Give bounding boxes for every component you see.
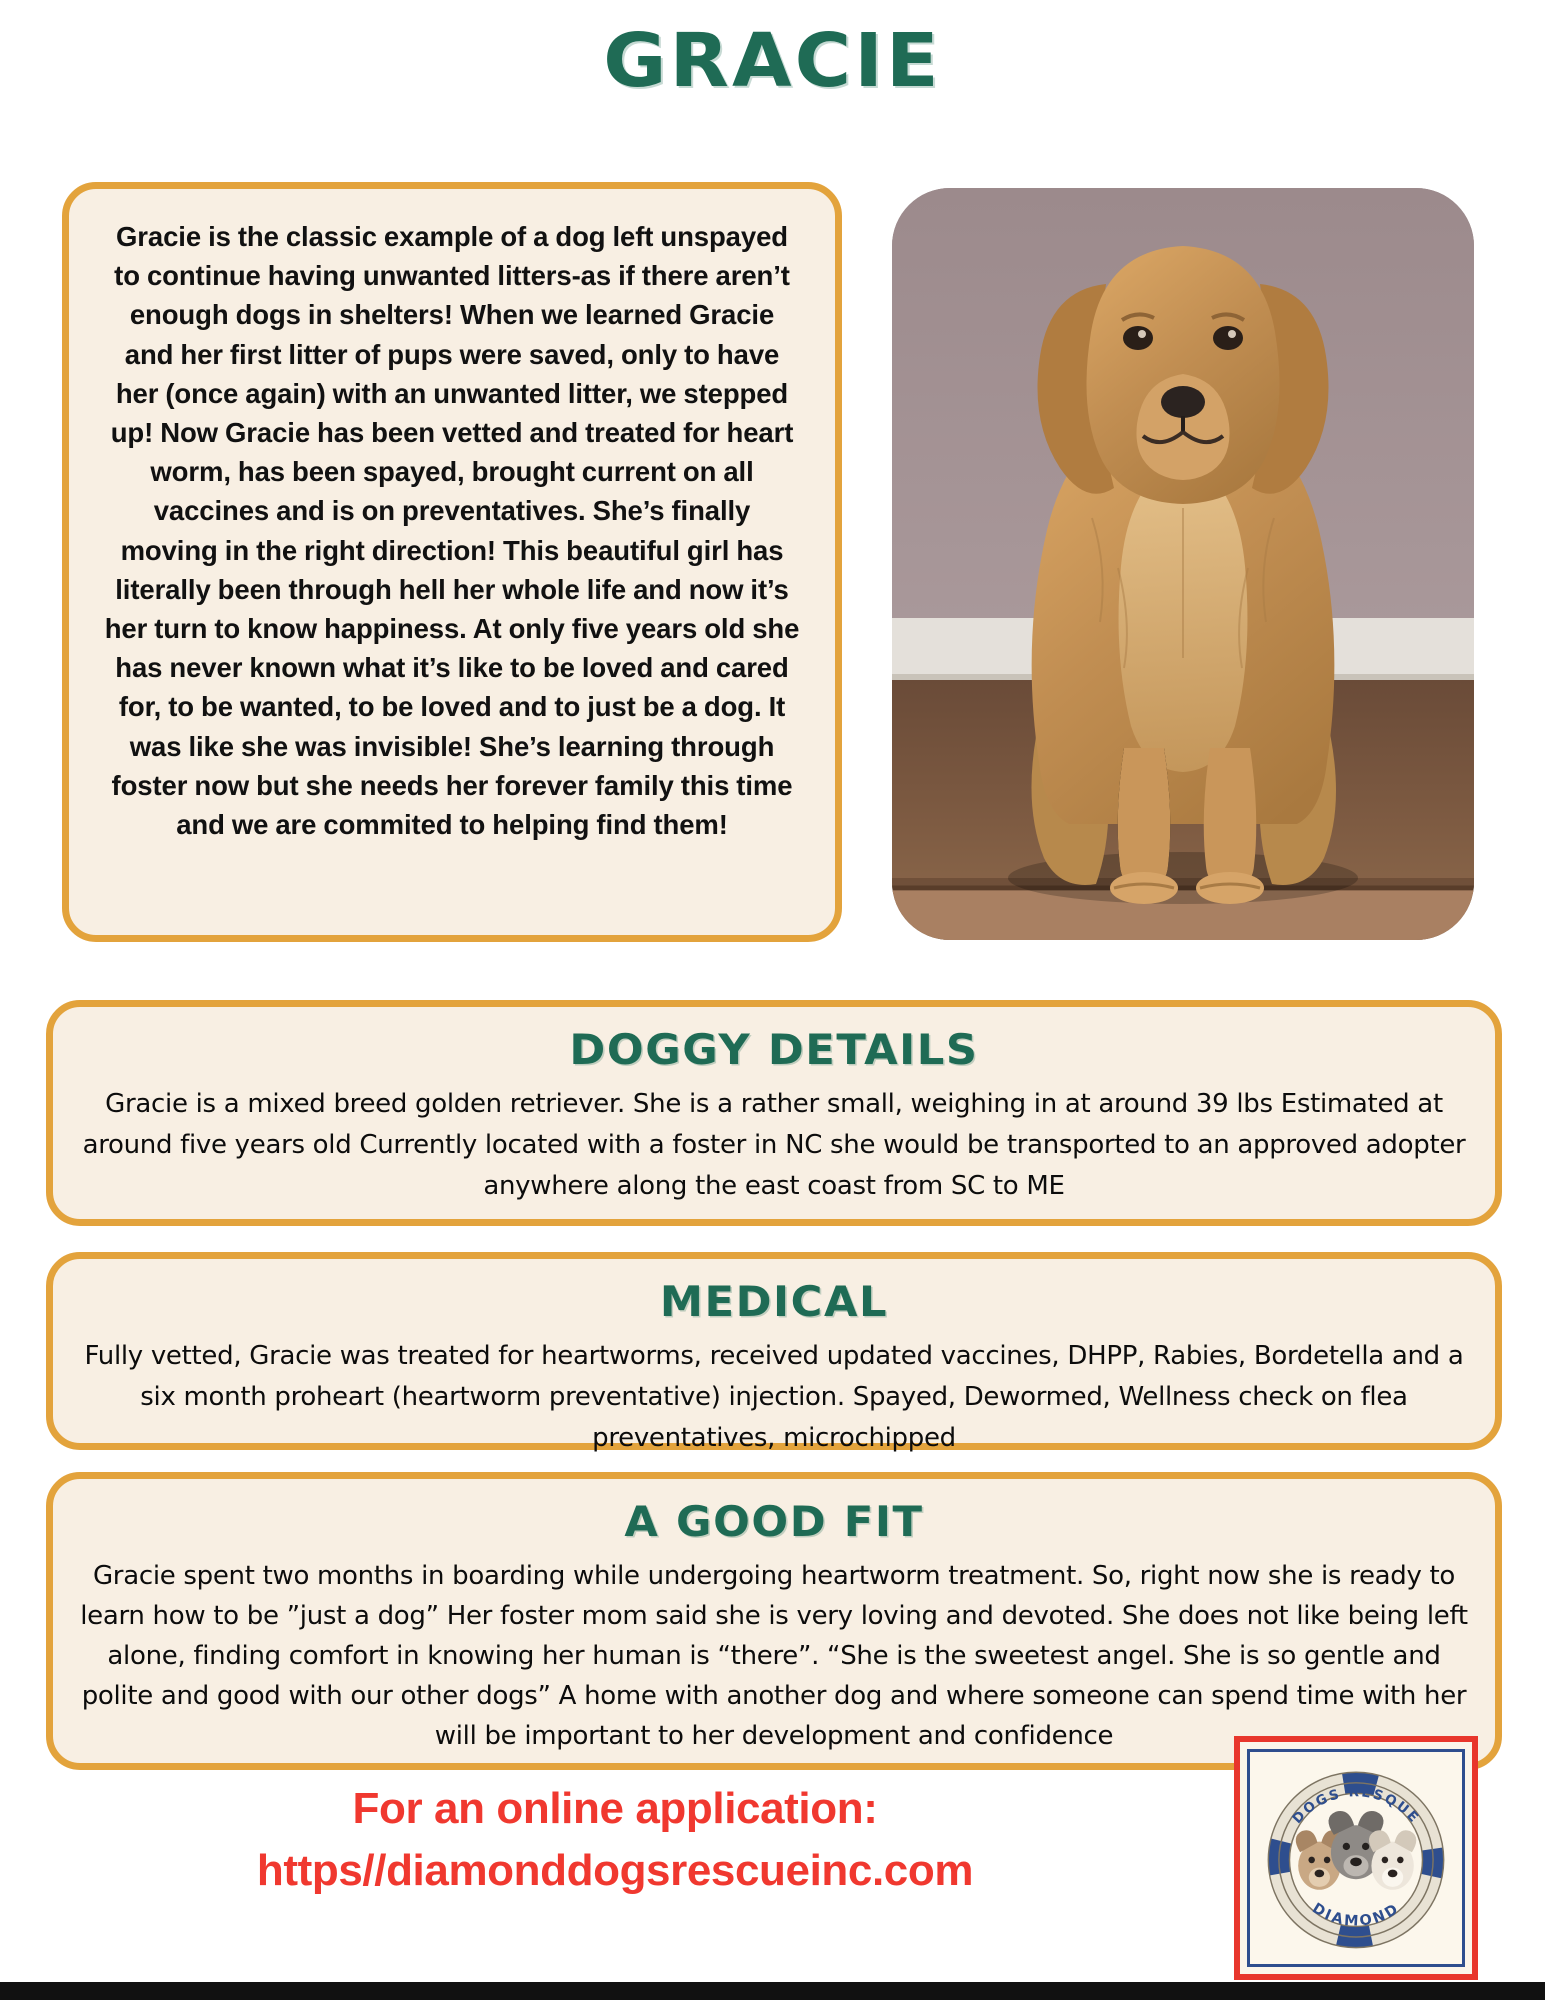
footer — [0, 1778, 1230, 1902]
doggy-details-body: Gracie is a mixed breed golden retriever. She is a rather small, weighing in at around 39 lbs Estimated at around five years old Currently located with a foster in NC she would be transported to an approved adopter anywhere along the east coast from SC to ME — [82, 1089, 1466, 1201]
application-url[interactable]: https//diamonddogsrescueinc.com — [256, 1846, 974, 1895]
medical-body: Fully vetted, Gracie was treated for heartworms, received updated vaccines, DHPP, Rabies, Bordetella and a six month proheart (heartworm preventative) injection. Spayed, Dewormed, Wellness check on flea preventatives, microchipped — [84, 1341, 1464, 1453]
good-fit-body: Gracie spent two months in boarding while undergoing heartworm treatment. So, right now she is ready to learn how to be ”just a dog” Her foster mom said she is very loving and devoted. She does not like being left alone, finding comfort in knowing her human is “there”. “She is the sweetest angel. She is so gentle and polite and good with our other dogs” A home with another dog and where someone can spend time with her will be important to her development and confidence — [80, 1561, 1468, 1751]
diamond-dogs-rescue-logo-icon — [1250, 1752, 1462, 1964]
good-fit-card — [46, 1472, 1502, 1770]
doggy-details-heading: DOGGY DETAILS — [569, 1025, 979, 1074]
application-prompt: For an online application: — [352, 1784, 878, 1833]
dog-photo — [892, 188, 1474, 940]
page-title: GRACIE — [603, 18, 942, 104]
rescue-logo — [1234, 1736, 1478, 1980]
story-card — [62, 182, 842, 942]
doggy-details-card — [46, 1000, 1502, 1226]
logo-top-text: DIAMOND — [1309, 1900, 1403, 1930]
story-text: Gracie is the classic example of a dog left unspayed to continue having unwanted litters-as if there aren’t enough dogs in shelters! When we learned Gracie and her first litter of pups were saved, only to have her (once again) with an unwanted litter, we stepped up! Now Gracie has been vetted and treated for heart worm, has been spayed, brought current on all vaccines and is on preventatives. She’s finally moving in the right direction! This beautiful girl has literally been through hell her whole life and now it’s her turn to know happiness. At only five years old she has never known what it’s like to be loved and cared for, to be wanted, to be loved and to just be a dog. It was like she was invisible! She’s learning through foster now but she needs her forever family this time and we are commited to helping find them! — [104, 221, 800, 841]
logo-bottom-text: DOGS RESQUE — [1289, 1784, 1423, 1827]
rescue-logo-inner-frame — [1247, 1749, 1465, 1967]
medical-card — [46, 1252, 1502, 1453]
bottom-band — [0, 1982, 1545, 2000]
dog-photo-image — [892, 188, 1474, 940]
medical-heading: MEDICAL — [659, 1277, 889, 1326]
good-fit-heading: A GOOD FIT — [624, 1497, 924, 1546]
